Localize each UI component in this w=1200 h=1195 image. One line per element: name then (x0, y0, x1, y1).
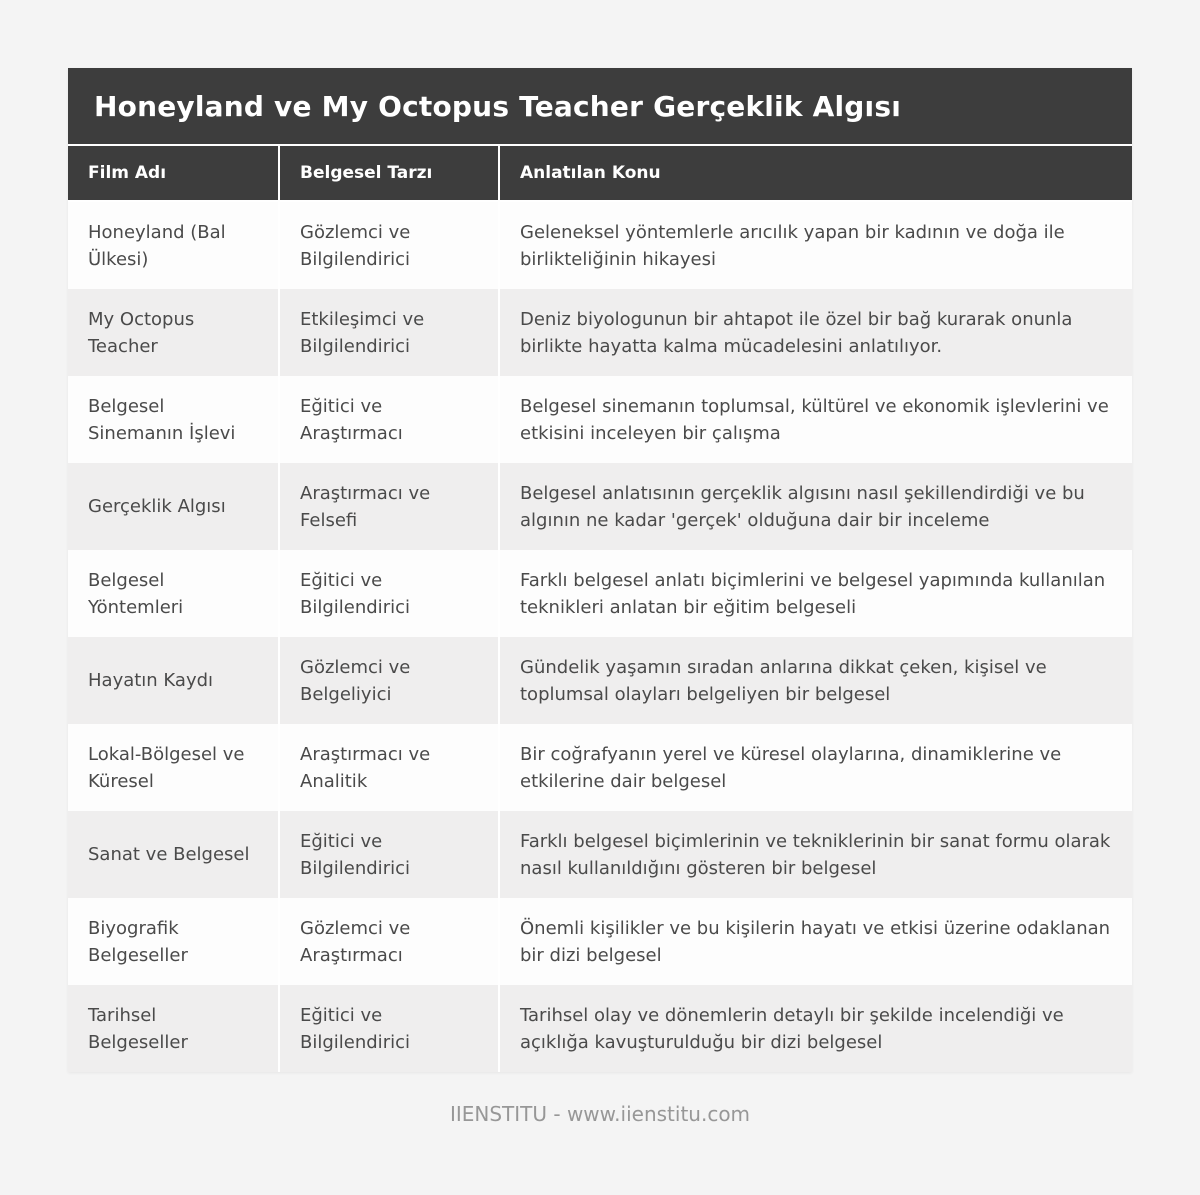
cell-tarz: Eğitici ve Araştırmacı (278, 376, 498, 463)
cell-konu: Farklı belgesel biçimlerinin ve tekniklerinin bir sanat formu olarak nasıl kullanıldığını gösteren bir belgesel (498, 811, 1132, 898)
cell-film: Sanat ve Belgesel (68, 811, 278, 898)
cell-tarz: Araştırmacı ve Felsefi (278, 463, 498, 550)
table-body (68, 202, 1132, 1072)
cell-tarz: Etkileşimci ve Bilgilendirici (278, 289, 498, 376)
table-header-row (68, 146, 1132, 200)
cell-film: Tarihsel Belgeseller (68, 985, 278, 1072)
column-header-film-adi: Film Adı (68, 146, 278, 200)
cell-film: Belgesel Sinemanın İşlevi (68, 376, 278, 463)
table-row (68, 637, 1132, 724)
cell-film: Gerçeklik Algısı (68, 463, 278, 550)
column-header-anlatilan-konu: Anlatılan Konu (498, 146, 1132, 200)
table-row (68, 202, 1132, 289)
table-row (68, 811, 1132, 898)
cell-tarz: Gözlemci ve Belgeliyici (278, 637, 498, 724)
cell-film: Belgesel Yöntemleri (68, 550, 278, 637)
cell-tarz: Gözlemci ve Bilgilendirici (278, 202, 498, 289)
footer-attribution: IIENSTITU - www.iienstitu.com (449, 1102, 751, 1126)
cell-tarz: Eğitici ve Bilgilendirici (278, 985, 498, 1072)
cell-tarz: Araştırmacı ve Analitik (278, 724, 498, 811)
cell-konu: Tarihsel olay ve dönemlerin detaylı bir şekilde incelendiği ve açıklığa kavuşturulduğu bir dizi belgesel (498, 985, 1132, 1072)
cell-konu: Deniz biyologunun bir ahtapot ile özel bir bağ kurarak onunla birlikte hayatta kalma mücadelesini anlatılıyor. (498, 289, 1132, 376)
cell-tarz: Eğitici ve Bilgilendirici (278, 811, 498, 898)
cell-konu: Geleneksel yöntemlerle arıcılık yapan bir kadının ve doğa ile birlikteliğinin hikayesi (498, 202, 1132, 289)
cell-film: Biyografik Belgeseller (68, 898, 278, 985)
column-header-belgesel-tarzi: Belgesel Tarzı (278, 146, 498, 200)
table-row (68, 376, 1132, 463)
page-container (68, 0, 1132, 1126)
cell-tarz: Gözlemci ve Araştırmacı (278, 898, 498, 985)
cell-konu: Farklı belgesel anlatı biçimlerini ve belgesel yapımında kullanılan teknikleri anlatan bir eğitim belgeseli (498, 550, 1132, 637)
cell-konu: Belgesel anlatısının gerçeklik algısını nasıl şekillendirdiği ve bu algının ne kadar 'gerçek' olduğuna dair bir inceleme (498, 463, 1132, 550)
cell-film: My Octopus Teacher (68, 289, 278, 376)
table-row (68, 550, 1132, 637)
table-row (68, 289, 1132, 376)
cell-konu: Bir coğrafyanın yerel ve küresel olaylarına, dinamiklerine ve etkilerine dair belgesel (498, 724, 1132, 811)
table-row (68, 463, 1132, 550)
cell-film: Lokal-Bölgesel ve Küresel (68, 724, 278, 811)
documentary-comparison-table (68, 68, 1132, 1072)
cell-film: Hayatın Kaydı (68, 637, 278, 724)
cell-film: Honeyland (Bal Ülkesi) (68, 202, 278, 289)
cell-konu: Gündelik yaşamın sıradan anlarına dikkat çeken, kişisel ve toplumsal olayları belgeliyen bir belgesel (498, 637, 1132, 724)
table-row (68, 985, 1132, 1072)
page-title: Honeyland ve My Octopus Teacher Gerçeklik Algısı (94, 89, 901, 123)
cell-tarz: Eğitici ve Bilgilendirici (278, 550, 498, 637)
table-row (68, 898, 1132, 985)
cell-konu: Önemli kişilikler ve bu kişilerin hayatı ve etkisi üzerine odaklanan bir dizi belgesel (498, 898, 1132, 985)
table-row (68, 724, 1132, 811)
cell-konu: Belgesel sinemanın toplumsal, kültürel ve ekonomik işlevlerini ve etkisini inceleyen bir çalışma (498, 376, 1132, 463)
table-title-bar (68, 68, 1132, 144)
